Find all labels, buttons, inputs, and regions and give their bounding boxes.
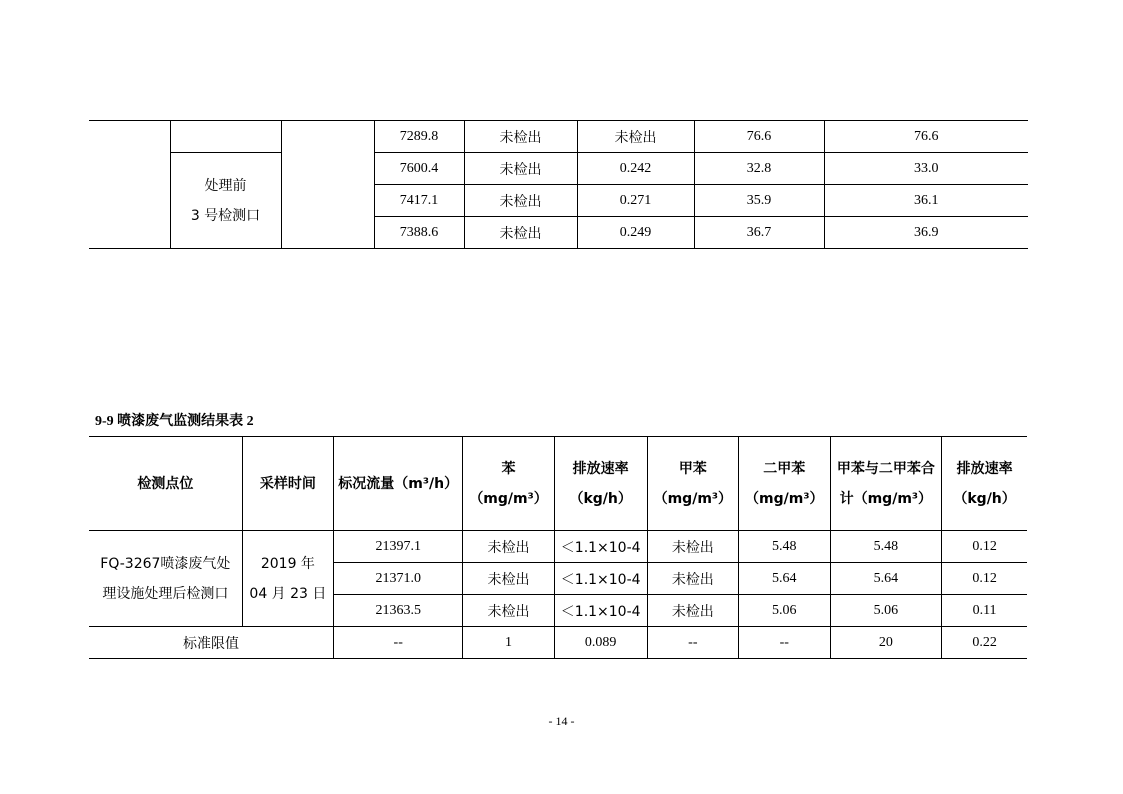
value-cell: 0.249: [577, 217, 694, 249]
value-cell: ＜1.1×10-4: [554, 563, 647, 595]
value-cell: 5.06: [739, 595, 830, 627]
table-row: [89, 531, 1027, 563]
header-time: 采样时间: [242, 437, 333, 531]
value-cell: 未检出: [463, 595, 554, 627]
header-toluene: 甲苯（mg/m³）: [647, 437, 738, 531]
value-cell: ＜1.1×10-4: [554, 595, 647, 627]
benzene-cell: 未检出: [464, 217, 577, 249]
header-point: 检测点位: [89, 437, 242, 531]
point-line: FQ-3267喷漆废气处: [100, 555, 231, 572]
spray-paint-exhaust-table: [89, 436, 1027, 659]
header-rate: 排放速率（kg/h）: [942, 437, 1027, 531]
value-cell: 33.0: [824, 153, 1028, 185]
value-cell: 0.271: [577, 185, 694, 217]
value-cell: 5.64: [830, 563, 942, 595]
limit-cell: --: [334, 627, 463, 659]
empty-cell: [89, 121, 170, 249]
value-cell: 0.11: [942, 595, 1027, 627]
value-cell: 0.12: [942, 531, 1027, 563]
empty-cell: [281, 121, 374, 249]
flow-cell: 7417.1: [374, 185, 464, 217]
value-cell: 76.6: [824, 121, 1028, 153]
date-line: 04 月 23 日: [249, 585, 327, 602]
value-cell: 32.8: [694, 153, 824, 185]
value-cell: 未检出: [463, 531, 554, 563]
value-cell: 未检出: [463, 563, 554, 595]
value-cell: 36.9: [824, 217, 1028, 249]
benzene-cell: 未检出: [464, 185, 577, 217]
header-xylene: 二甲苯（mg/m³）: [739, 437, 830, 531]
flow-cell: 7600.4: [374, 153, 464, 185]
value-cell: 未检出: [647, 531, 738, 563]
limit-cell: 0.22: [942, 627, 1027, 659]
date-cell: [242, 531, 333, 627]
flow-cell: 21371.0: [334, 563, 463, 595]
table-row: [89, 121, 1028, 153]
value-cell: 0.12: [942, 563, 1027, 595]
value-cell: 0.242: [577, 153, 694, 185]
header-flow: 标况流量（m³/h）: [334, 437, 463, 531]
value-cell: 5.48: [739, 531, 830, 563]
limit-cell: --: [739, 627, 830, 659]
point-line: 理设施处理后检测口: [102, 585, 229, 602]
value-cell: 未检出: [577, 121, 694, 153]
header-benzene: 苯（mg/m³）: [463, 437, 554, 531]
limit-label: 标准限值: [89, 627, 334, 659]
results-table-continued: [89, 120, 1028, 249]
flow-cell: 21363.5: [334, 595, 463, 627]
location-line: 处理前: [204, 177, 247, 194]
value-cell: 未检出: [647, 563, 738, 595]
value-cell: 5.48: [830, 531, 942, 563]
page-number: - 14 -: [548, 714, 575, 728]
value-cell: 5.64: [739, 563, 830, 595]
point-cell: [89, 531, 242, 627]
location-cell: [170, 153, 281, 249]
limit-row: [89, 627, 1027, 659]
value-cell: 5.06: [830, 595, 942, 627]
location-line: 3 号检测口: [190, 207, 261, 224]
value-cell: 未检出: [647, 595, 738, 627]
limit-cell: 0.089: [554, 627, 647, 659]
benzene-cell: 未检出: [464, 153, 577, 185]
limit-cell: 1: [463, 627, 554, 659]
header-rate: 排放速率（kg/h）: [554, 437, 647, 531]
value-cell: 36.7: [694, 217, 824, 249]
date-line: 2019 年: [260, 555, 315, 572]
benzene-cell: 未检出: [464, 121, 577, 153]
table-caption: 9-9 喷漆废气监测结果表 2: [95, 414, 254, 429]
limit-cell: --: [647, 627, 738, 659]
limit-cell: 20: [830, 627, 942, 659]
value-cell: ＜1.1×10-4: [554, 531, 647, 563]
flow-cell: 21397.1: [334, 531, 463, 563]
value-cell: 35.9: [694, 185, 824, 217]
flow-cell: 7289.8: [374, 121, 464, 153]
header-total: 甲苯与二甲苯合计（mg/m³）: [830, 437, 942, 531]
header-row: [89, 437, 1027, 531]
value-cell: 36.1: [824, 185, 1028, 217]
value-cell: 76.6: [694, 121, 824, 153]
flow-cell: 7388.6: [374, 217, 464, 249]
table-row: [89, 153, 1028, 185]
empty-cell: [170, 121, 281, 153]
